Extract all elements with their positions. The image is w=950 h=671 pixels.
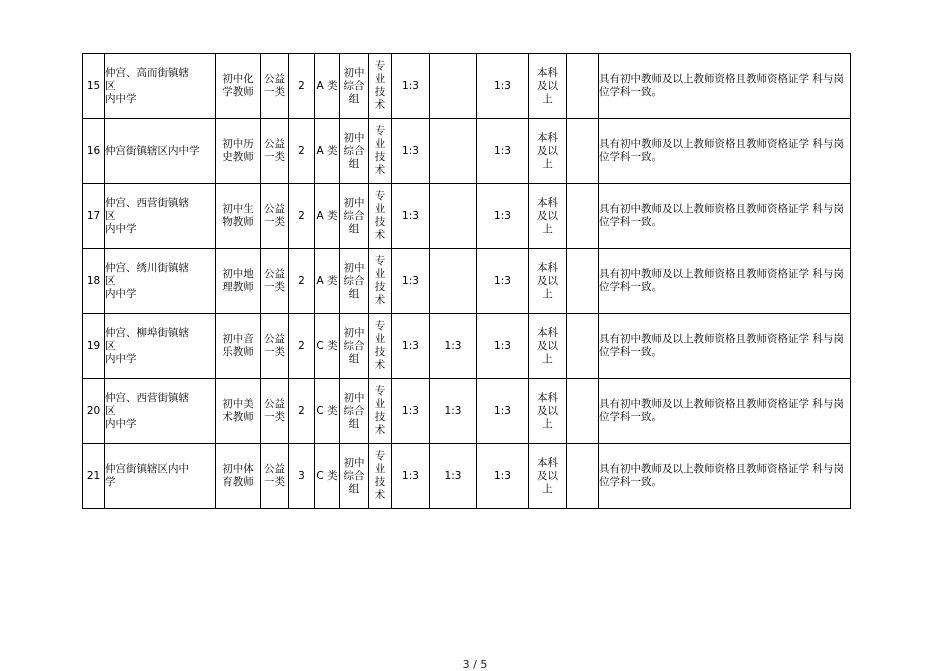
- row-number: 20: [83, 379, 105, 444]
- institution-category: 公益 一类: [261, 444, 289, 509]
- ratio-cell: 1:3: [477, 184, 529, 249]
- exam-group: 初中 综合 组: [340, 54, 369, 119]
- employing-unit: 仲宫、绣川街镇辖 区 内中学: [105, 249, 216, 314]
- empty-cell: [567, 444, 599, 509]
- position-name: 初中历 史教师: [216, 119, 261, 184]
- empty-cell: [567, 249, 599, 314]
- institution-category: 公益 一类: [261, 379, 289, 444]
- hiring-count: 2: [289, 314, 315, 379]
- table-row: [83, 119, 851, 184]
- ratio-cell: [430, 249, 477, 314]
- employing-unit: 仲宫、西营街镇辖 区 内中学: [105, 184, 216, 249]
- table-row: [83, 379, 851, 444]
- qualification-requirement: 具有初中教师及以上教师资格且教师资格证学 科与岗位学科一致。: [599, 444, 851, 509]
- ratio-cell: 1:3: [430, 379, 477, 444]
- position-class: C 类: [315, 314, 340, 379]
- ratio-cell: 1:3: [392, 444, 430, 509]
- exam-group: 初中 综合 组: [340, 119, 369, 184]
- position-type: 专 业 技 术: [369, 119, 392, 184]
- hiring-count: 2: [289, 379, 315, 444]
- position-type: 专 业 技 术: [369, 249, 392, 314]
- row-number: 21: [83, 444, 105, 509]
- position-class: C 类: [315, 379, 340, 444]
- ratio-cell: 1:3: [477, 314, 529, 379]
- ratio-cell: [430, 54, 477, 119]
- qualification-requirement: 具有初中教师及以上教师资格且教师资格证学 科与岗位学科一致。: [599, 54, 851, 119]
- employing-unit: 仲宫街镇辖区内中 学: [105, 444, 216, 509]
- hiring-count: 2: [289, 54, 315, 119]
- position-name: 初中美 术教师: [216, 379, 261, 444]
- employing-unit: 仲宫、柳埠街镇辖 区 内中学: [105, 314, 216, 379]
- ratio-cell: [430, 184, 477, 249]
- ratio-cell: 1:3: [392, 379, 430, 444]
- institution-category: 公益 一类: [261, 184, 289, 249]
- position-type: 专 业 技 术: [369, 379, 392, 444]
- education-requirement: 本科 及以 上: [529, 314, 567, 379]
- institution-category: 公益 一类: [261, 314, 289, 379]
- qualification-requirement: 具有初中教师及以上教师资格且教师资格证学 科与岗位学科一致。: [599, 184, 851, 249]
- hiring-count: 2: [289, 119, 315, 184]
- exam-group: 初中 综合 组: [340, 444, 369, 509]
- hiring-count: 3: [289, 444, 315, 509]
- exam-group: 初中 综合 组: [340, 379, 369, 444]
- table-row: [83, 54, 851, 119]
- employing-unit: 仲宫、高而街镇辖 区 内中学: [105, 54, 216, 119]
- row-number: 17: [83, 184, 105, 249]
- row-number: 18: [83, 249, 105, 314]
- position-name: 初中地 理教师: [216, 249, 261, 314]
- job-table: [82, 53, 851, 509]
- ratio-cell: 1:3: [392, 54, 430, 119]
- qualification-requirement: 具有初中教师及以上教师资格且教师资格证学 科与岗位学科一致。: [599, 249, 851, 314]
- institution-category: 公益 一类: [261, 54, 289, 119]
- hiring-count: 2: [289, 184, 315, 249]
- empty-cell: [567, 379, 599, 444]
- position-type: 专 业 技 术: [369, 444, 392, 509]
- row-number: 15: [83, 54, 105, 119]
- ratio-cell: 1:3: [392, 184, 430, 249]
- table-row: [83, 184, 851, 249]
- table-row: [83, 444, 851, 509]
- position-class: A 类: [315, 119, 340, 184]
- position-name: 初中音 乐教师: [216, 314, 261, 379]
- employing-unit: 仲宫、西营街镇辖 区 内中学: [105, 379, 216, 444]
- ratio-cell: 1:3: [477, 54, 529, 119]
- table-row: [83, 249, 851, 314]
- exam-group: 初中 综合 组: [340, 184, 369, 249]
- education-requirement: 本科 及以 上: [529, 119, 567, 184]
- education-requirement: 本科 及以 上: [529, 184, 567, 249]
- ratio-cell: 1:3: [477, 379, 529, 444]
- ratio-cell: 1:3: [477, 444, 529, 509]
- empty-cell: [567, 184, 599, 249]
- position-type: 专 业 技 术: [369, 314, 392, 379]
- row-number: 19: [83, 314, 105, 379]
- position-name: 初中生 物教师: [216, 184, 261, 249]
- exam-group: 初中 综合 组: [340, 314, 369, 379]
- empty-cell: [567, 314, 599, 379]
- ratio-cell: 1:3: [392, 249, 430, 314]
- education-requirement: 本科 及以 上: [529, 379, 567, 444]
- qualification-requirement: 具有初中教师及以上教师资格且教师资格证学 科与岗位学科一致。: [599, 314, 851, 379]
- position-type: 专 业 技 术: [369, 184, 392, 249]
- ratio-cell: 1:3: [477, 119, 529, 184]
- row-number: 16: [83, 119, 105, 184]
- ratio-cell: [430, 119, 477, 184]
- ratio-cell: 1:3: [392, 314, 430, 379]
- position-class: A 类: [315, 184, 340, 249]
- empty-cell: [567, 54, 599, 119]
- position-type: 专 业 技 术: [369, 54, 392, 119]
- education-requirement: 本科 及以 上: [529, 54, 567, 119]
- table-row: [83, 314, 851, 379]
- qualification-requirement: 具有初中教师及以上教师资格且教师资格证学 科与岗位学科一致。: [599, 379, 851, 444]
- institution-category: 公益 一类: [261, 249, 289, 314]
- ratio-cell: 1:3: [392, 119, 430, 184]
- position-class: A 类: [315, 54, 340, 119]
- qualification-requirement: 具有初中教师及以上教师资格且教师资格证学 科与岗位学科一致。: [599, 119, 851, 184]
- page-number: 3 / 5: [462, 658, 488, 671]
- education-requirement: 本科 及以 上: [529, 444, 567, 509]
- institution-category: 公益 一类: [261, 119, 289, 184]
- job-table-body: [83, 54, 851, 509]
- position-class: A 类: [315, 249, 340, 314]
- exam-group: 初中 综合 组: [340, 249, 369, 314]
- position-name: 初中体 育教师: [216, 444, 261, 509]
- employing-unit: 仲宫街镇辖区内中学: [105, 119, 216, 184]
- position-name: 初中化 学教师: [216, 54, 261, 119]
- ratio-cell: 1:3: [477, 249, 529, 314]
- position-class: C 类: [315, 444, 340, 509]
- ratio-cell: 1:3: [430, 314, 477, 379]
- education-requirement: 本科 及以 上: [529, 249, 567, 314]
- empty-cell: [567, 119, 599, 184]
- hiring-count: 2: [289, 249, 315, 314]
- ratio-cell: 1:3: [430, 444, 477, 509]
